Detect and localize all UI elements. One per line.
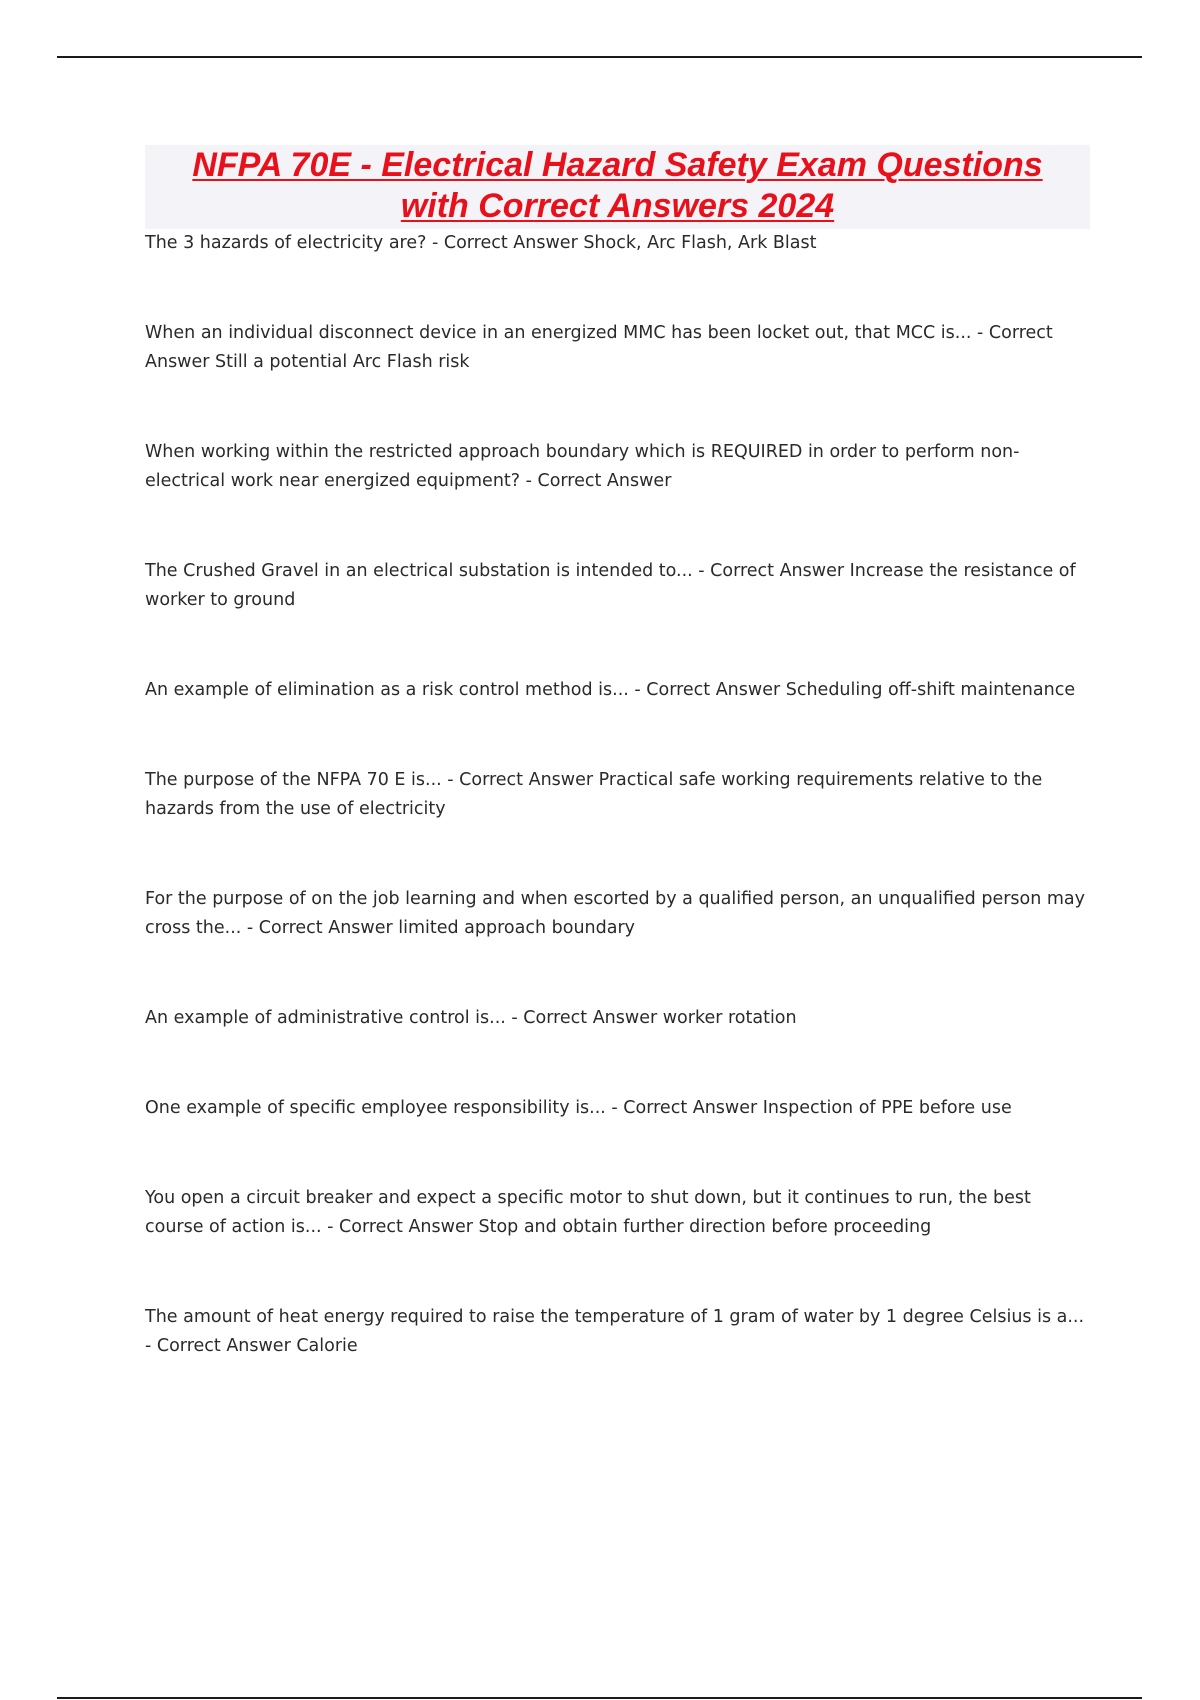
qa-item-1: The 3 hazards of electricity are? - Correct Answer Shock, Arc Flash, Ark Blast <box>145 233 817 253</box>
document-page <box>145 145 1090 1361</box>
qa-item-4: The Crushed Gravel in an electrical substation is intended to... - Correct Answer Increase the resistance of worker to ground <box>145 561 1076 610</box>
qa-item-5: An example of elimination as a risk control method is... - Correct Answer Scheduling off-shift maintenance <box>145 680 1076 700</box>
title-line-2: with Correct Answers 2024 <box>400 187 835 225</box>
qa-item-3: When working within the restricted approach boundary which is REQUIRED in order to perform non-electrical work near energized equipment? - Correct Answer <box>145 442 1020 491</box>
document-title <box>145 145 1090 229</box>
qa-item-11: The amount of heat energy required to raise the temperature of 1 gram of water by 1 degree Celsius is a... - Correct Answer Calorie <box>145 1307 1085 1356</box>
header-rule <box>57 56 1142 58</box>
qa-item-10: You open a circuit breaker and expect a specific motor to shut down, but it continues to run, the best course of action is... - Correct Answer Stop and obtain further direction before proceeding <box>145 1188 1031 1237</box>
qa-item-2: When an individual disconnect device in an energized MMC has been locket out, that MCC is... - Correct Answer Still a potential Arc Flash risk <box>145 323 1053 372</box>
qa-item-9: One example of specific employee responsibility is... - Correct Answer Inspection of PPE before use <box>145 1098 1012 1118</box>
qa-item-6: The purpose of the NFPA 70 E is... - Correct Answer Practical safe working requirements relative to the hazards from the use of electricity <box>145 770 1043 819</box>
qa-item-8: An example of administrative control is... - Correct Answer worker rotation <box>145 1008 797 1028</box>
question-answer-list <box>145 229 1090 1361</box>
qa-item-7: For the purpose of on the job learning and when escorted by a qualified person, an unqualified person may cross the... - Correct Answer limited approach boundary <box>145 889 1086 938</box>
footer-rule <box>57 1697 1142 1699</box>
title-line-1: NFPA 70E - Electrical Hazard Safety Exam Questions <box>192 146 1043 184</box>
